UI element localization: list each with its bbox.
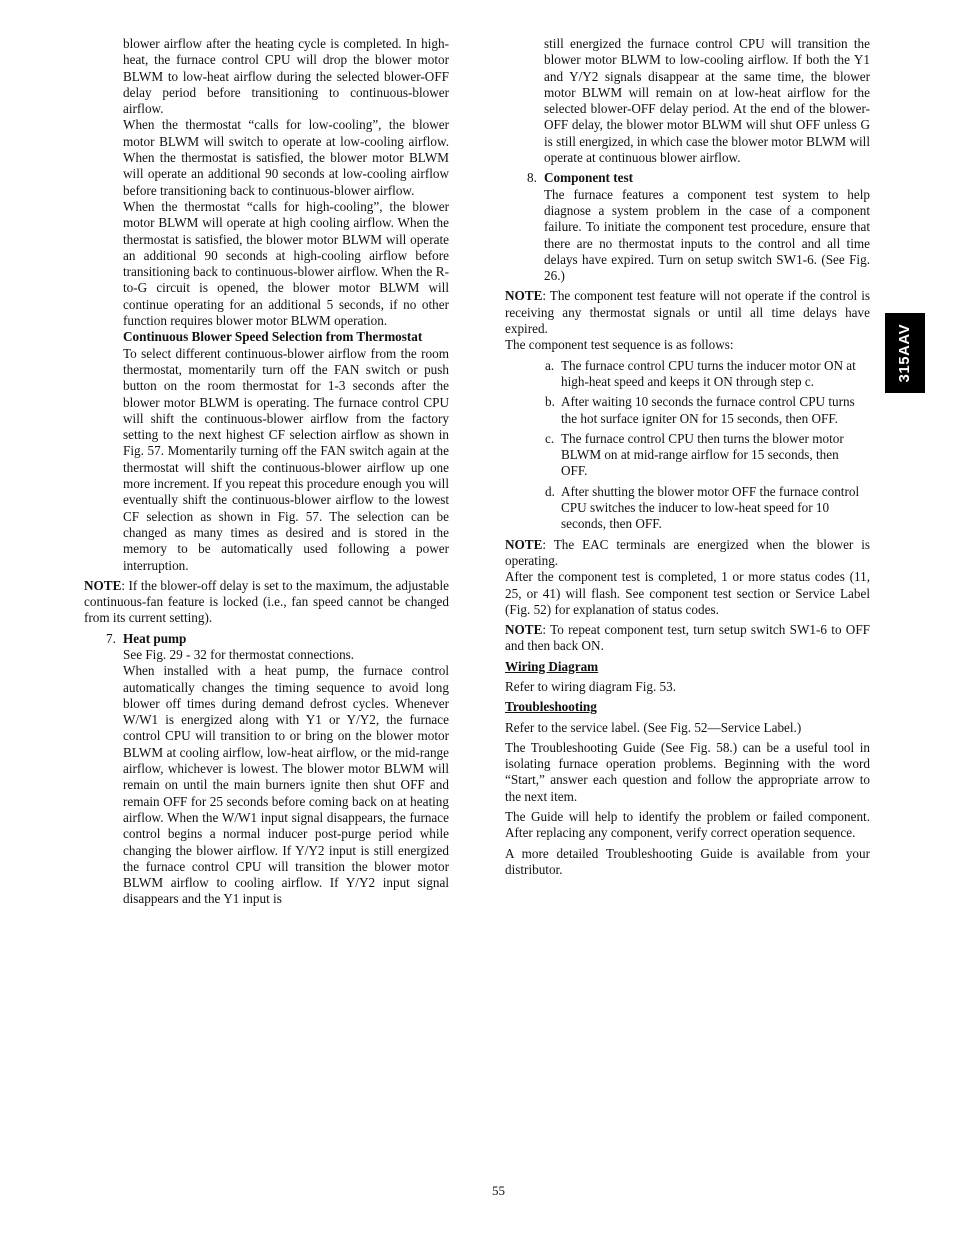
note-label: NOTE	[505, 536, 543, 552]
item-number: 8.	[527, 170, 537, 186]
step-b	[505, 394, 870, 427]
section-heading-troubleshooting: Troubleshooting	[505, 699, 597, 715]
paragraph: See Fig. 29 - 32 for thermostat connections.	[123, 646, 355, 662]
model-label: 315AAV	[895, 323, 913, 383]
item-title: Heat pump	[123, 630, 187, 646]
note-label: NOTE	[84, 577, 122, 593]
step-d	[505, 484, 870, 533]
section-heading-wiring: Wiring Diagram	[505, 658, 599, 674]
item-number: 7.	[106, 630, 116, 646]
paragraph: Refer to wiring diagram Fig. 53.	[505, 678, 677, 694]
note-label: NOTE	[505, 622, 543, 638]
step-label: c.	[545, 430, 555, 446]
step-label: a.	[545, 357, 555, 373]
numbered-item-8	[505, 170, 870, 186]
step-a	[505, 358, 870, 391]
paragraph: Refer to the service label. (See Fig. 52—Service Label.)	[505, 719, 802, 735]
model-side-tab	[885, 313, 925, 393]
subheading-text: Continuous Blower Speed Selection from Thermostat	[123, 329, 423, 345]
step-label: b.	[545, 394, 555, 410]
note-label: NOTE	[505, 288, 543, 304]
step-text: After waiting 10 seconds the furnace control CPU turns the hot surface igniter ON for 15 seconds, then OFF.	[561, 394, 855, 426]
paragraph: The furnace features a component test system to help diagnose a system problem in the case of a component failure. To initiate the component test procedure, ensure that there are no thermostat inputs to the control and all time delays have expired. Turn on setup switch SW1-6. (See Fig. 26.)	[544, 186, 870, 284]
paragraph: still energized the furnace control CPU will transition the blower motor BLWM to low-cooling airflow. If both the Y1 and Y/Y2 signals disappear at the same time, the blower motor BLWM will remain on at low-heat airflow for the selected blower-OFF delay period. At the end of the blower- OFF delay, the blower motor BLWM will shut OFF unless G is still energized, in which case the blower motor BLWM will operate at continuous blower airflow.	[544, 36, 870, 166]
note	[505, 288, 870, 337]
numbered-item-7	[84, 631, 449, 647]
paragraph: When the thermostat “calls for high-cooling”, the blower motor BLWM will operate at high cooling airflow. When the thermostat is satisfied, the blower motor BLWM will operate an additional 90 seconds at high-cooling airflow before transitioning back to continuous-blower airflow. When the R-to-G circuit is opened, the blower motor BLWM will continue operating for an additional 5 seconds, if no other function requires blower motor BLWM operation.	[123, 198, 449, 329]
step-text: The furnace control CPU then turns the blower motor BLWM on at mid-range airflow for 15 seconds, then OFF.	[561, 430, 844, 479]
paragraph: To select different continuous-blower airflow from the room thermostat, momentarily turn off the FAN switch or push button on the room thermostat for 1-3 seconds after the blower motor BLWM is operating. The furnace control CPU will shift the continuous-blower airflow from the factory setting to the next highest CF selection airflow as shown in Fig. 57. Momentarily turning off the FAN switch again at the thermostat will shift the continuous-blower airflow up one more increment. If you repeat this procedure enough you will eventually shift the continuous-blower airflow to the lowest CF selection as shown in Fig. 57. The selection can be changed as many times as desired and is stored in the memory to be automatically used following a power interruption.	[123, 345, 449, 573]
note-text: : The component test feature will not operate if the control is receiving any thermostat signals or until all time delays have expired.	[505, 288, 870, 337]
note	[84, 578, 449, 627]
paragraph: A more detailed Troubleshooting Guide is available from your distributor.	[505, 845, 870, 877]
note-text: : To repeat component test, turn setup switch SW1-6 to OFF and then back ON.	[505, 622, 870, 654]
paragraph: blower airflow after the heating cycle is completed. In high-heat, the furnace control CPU will drop the blower motor BLWM to low-heat airflow during the selected blower-OFF delay period before transitioning to continuous-blower airflow.	[123, 36, 449, 117]
note	[505, 537, 870, 570]
step-label: d.	[545, 483, 555, 499]
paragraph: The Troubleshooting Guide (See Fig. 58.) can be a useful tool in isolating furnace operation problems. Beginning with the word “Start,” answer each question and follow the appropriate arrow to the next item.	[505, 739, 870, 804]
subheading	[84, 329, 449, 345]
step-text: The furnace control CPU turns the inducer motor ON at high-heat speed and keeps it ON through step c.	[561, 357, 856, 389]
paragraph: The component test sequence is as follows:	[505, 337, 734, 353]
item-title: Component test	[544, 170, 634, 186]
step-c	[505, 431, 870, 480]
right-column	[505, 36, 870, 878]
paragraph: When the thermostat “calls for low-cooling”, the blower motor BLWM will switch to operate at low-cooling airflow. When the thermostat is satisfied, the blower motor BLWM will operate an additional 90 seconds at low-cooling airflow before transitioning back to continuous-blower airflow.	[123, 117, 449, 198]
note	[505, 622, 870, 655]
page-number: 55	[492, 1183, 505, 1198]
note-text: : If the blower-off delay is set to the maximum, the adjustable continuous-fan feature is locked (i.e., fan speed cannot be changed from its current setting).	[84, 577, 449, 626]
paragraph: The Guide will help to identify the problem or failed component. After replacing any component, verify correct operation sequence.	[505, 809, 870, 841]
paragraph: After the component test is completed, 1 or more status codes (11, 25, or 41) will flash. See component test section or Service Label (Fig. 52) for explanation of status codes.	[505, 569, 870, 617]
note-text: : The EAC terminals are energized when the blower is operating.	[505, 536, 870, 568]
step-text: After shutting the blower motor OFF the furnace control CPU switches the inducer to low-heat speed for 10 seconds, then OFF.	[561, 483, 860, 532]
paragraph: When installed with a heat pump, the furnace control automatically changes the timing sequence to avoid long blower off times during demand defrost cycles. Whenever W/W1 is energized along with Y1 or Y/Y2, the furnace control CPU will transition to or bring on the blower motor BLWM at cooling airflow, low-heat airflow, or the mid-range airflow, whichever is lowest. The blower motor BLWM will remain on until the main burners ignite then shut OFF and remain OFF for 25 seconds before coming back on at heating airflow. When the W/W1 input signal disappears, the furnace control begins a normal inducer post-purge period while changing the blower airflow. If Y/Y2 input is still energized the furnace control CPU will transition the blower motor BLWM airflow to cooling airflow. If Y/Y2 input signal disappears and the Y1 input is	[123, 663, 449, 907]
left-column	[84, 36, 449, 908]
